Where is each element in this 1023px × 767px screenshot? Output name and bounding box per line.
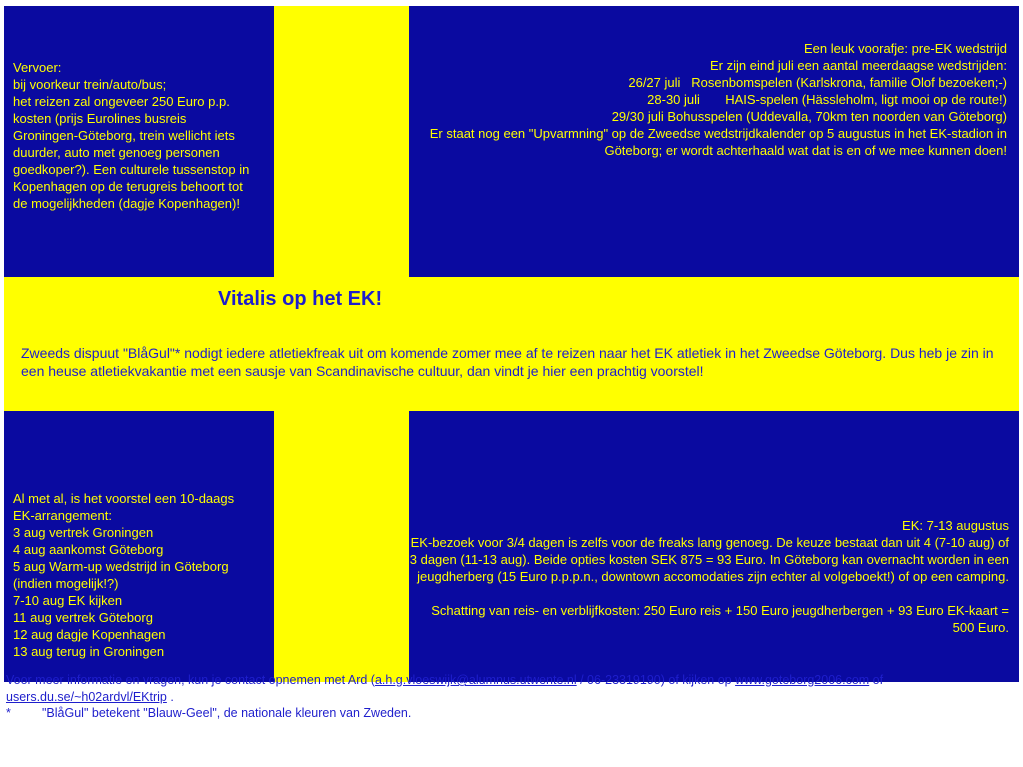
pre-ek-line: Er zijn eind juli een aantal meerdaagse wedstrijden: <box>709 58 1007 73</box>
ek-info-line: EK: 7-13 augustus <box>902 518 1009 533</box>
itinerary-line: 13 aug terug in Groningen <box>13 644 165 659</box>
transport-info <box>13 59 271 212</box>
ek-info-line: Schatting van reis- en verblijfkosten: 250 Euro reis + 150 Euro jeugdherbergen + 93 Euro EK-kaart = 500 Euro. <box>431 603 1009 635</box>
footer-text: . <box>166 690 174 704</box>
ek-info <box>409 517 1009 636</box>
transport-line: duurder, auto met genoeg personen <box>13 145 220 160</box>
page-title: Vitalis op het EK! <box>218 288 383 310</box>
footer-text: of <box>869 673 884 687</box>
footnote <box>6 706 411 720</box>
itinerary-line: 4 aug aankomst Göteborg <box>13 542 164 557</box>
transport-line: bij voorkeur trein/auto/bus; <box>13 77 167 92</box>
footnote-text: "BlåGul" betekent "Blauw-Geel", de nationale kleuren van Zweden. <box>42 706 412 720</box>
email-link[interactable]: a.h.g.vloeswijk@alumnus.utwente.nl <box>374 673 577 687</box>
itinerary <box>13 490 271 660</box>
pre-ek-line: 26/27 juli Rosenbomspelen (Karlskrona, familie Olof bezoeken;-) <box>628 75 1007 90</box>
footer-text: Voor meer informatie en vragen, kun je contact opnemen met Ard ( <box>6 673 375 687</box>
transport-line: het reizen zal ongeveer 250 Euro p.p. <box>13 94 230 109</box>
pre-ek-line: 29/30 juli Bohusspelen (Uddevalla, 70km ten noorden van Göteborg) <box>611 109 1007 124</box>
transport-line: goedkoper?). Een culturele tussenstop in <box>13 162 250 177</box>
footer-text: / 06-23319190) of kijken op <box>576 673 736 687</box>
itinerary-line: 5 aug Warm-up wedstrijd in Göteborg <box>13 559 229 574</box>
pre-ek-competitions <box>407 40 1007 159</box>
website-link[interactable]: www.goteborg2006.com <box>735 673 870 687</box>
transport-line: de mogelijkheden (dagje Kopenhagen)! <box>13 196 240 211</box>
itinerary-line: 12 aug dagje Kopenhagen <box>13 627 166 642</box>
intro-paragraph: Zweeds dispuut "BlåGul"* nodigt iedere atletiekfreak uit om komende zomer mee af te reizen naar het EK atletiek in het Zweedse Göteborg. Dus heb je zin in een heuse atletiekvakantie met een sausje van Scandinavische cultuur, dan vindt je hier een prachtig voorstel! <box>21 345 994 379</box>
transport-line: Groningen-Göteborg, trein wellicht iets <box>13 128 235 143</box>
ek-info-spacer <box>409 585 1009 602</box>
pre-ek-line: 28-30 juli HAIS-spelen (Hässleholm, ligt mooi op de route!) <box>647 92 1007 107</box>
itinerary-line: EK-arrangement: <box>13 508 112 523</box>
itinerary-line: Al met al, is het voorstel een 10-daags <box>13 491 235 506</box>
itinerary-line: 7-10 aug EK kijken <box>13 593 123 608</box>
transport-line: kosten (prijs Eurolines busreis <box>13 111 187 126</box>
contact-footer <box>6 672 1016 706</box>
transport-line: Vervoer: <box>13 60 62 75</box>
itinerary-line: (indien mogelijk!?) <box>13 576 119 591</box>
itinerary-line: 11 aug vertrek Göteborg <box>13 610 153 625</box>
ek-info-line: EK-bezoek voor 3/4 dagen is zelfs voor de freaks lang genoeg. De keuze bestaat dan uit 4 (7-10 aug) of 3 dagen (11-13 aug). Beide opties kosten SEK 875 = 93 Euro. In Göteborg kan overnacht worden in een jeugdherberg (15 Euro p.p.p.n., downtown accomodaties zijn echter al volgeboekt!) of op een camping. <box>409 535 1009 584</box>
footnote-marker: * <box>6 706 11 720</box>
trip-page-link[interactable]: users.du.se/~h02ardvl/EKtrip <box>6 690 167 704</box>
itinerary-line: 3 aug vertrek Groningen <box>13 525 154 540</box>
transport-line: Kopenhagen op de terugreis behoort tot <box>13 179 243 194</box>
pre-ek-line: Er staat nog een "Upvarmning" op de Zweedse wedstrijdkalender op 5 augustus in het EK-stadion in Göteborg; er wordt achterhaald wat dat is en of we mee kunnen doen! <box>429 126 1007 158</box>
pre-ek-line: Een leuk voorafje: pre-EK wedstrijd <box>803 41 1007 56</box>
